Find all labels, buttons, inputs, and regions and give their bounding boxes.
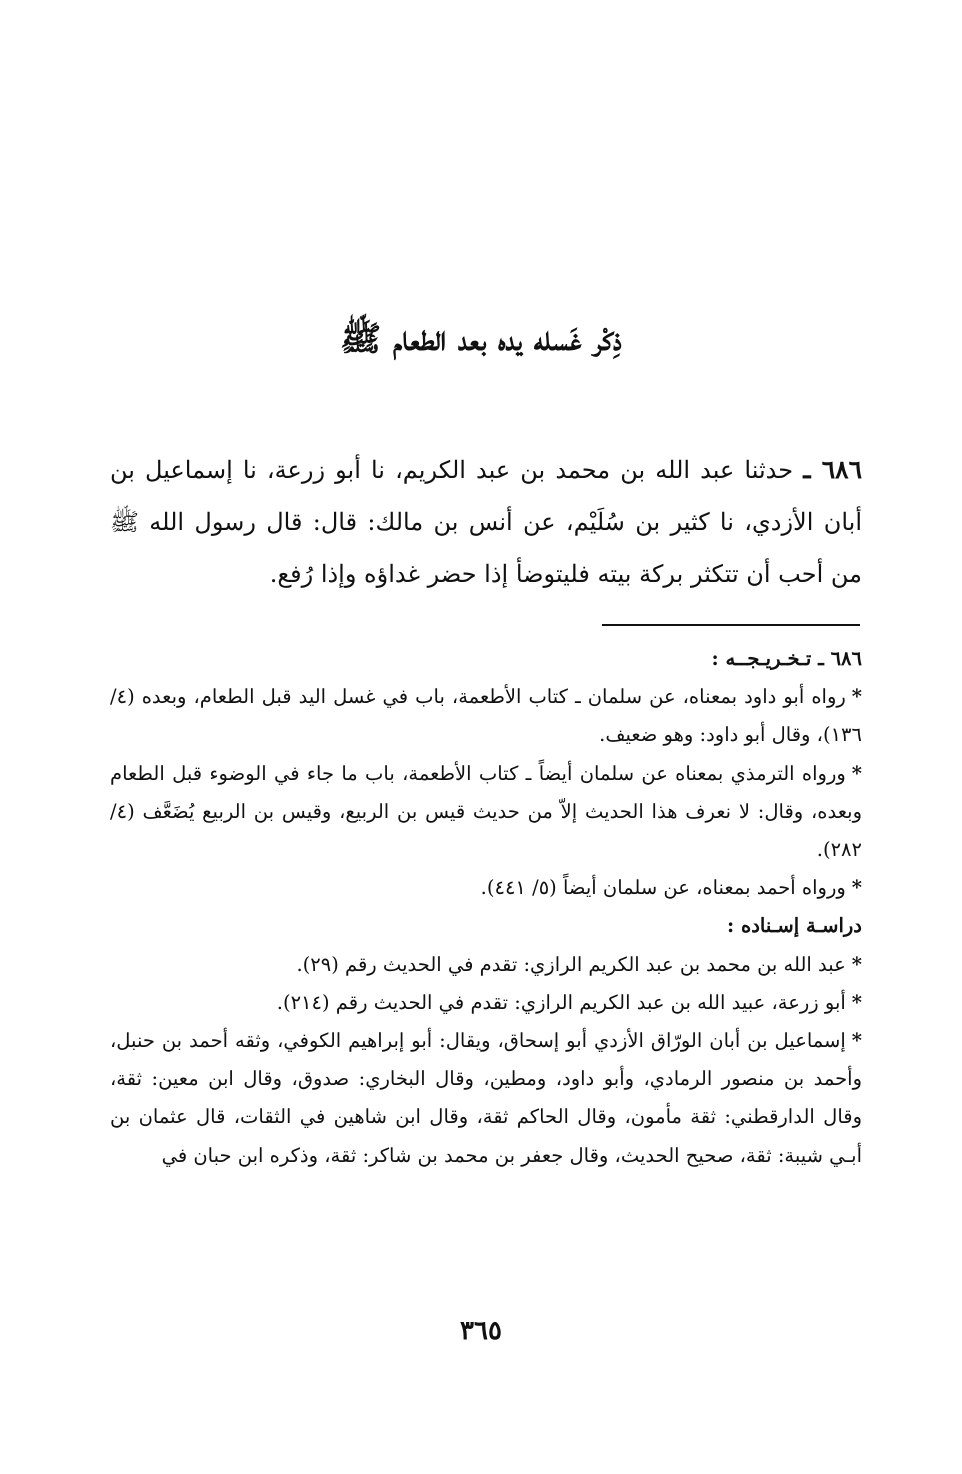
hadith-text: حدثنا عبد الله بن محمد بن عبد الكريم، نا أبو زرعة، نا إسماعيل بن أبان الأزدي، نا كثير بن سُلَيْم، عن أنس بن مالك: قال: قال رسول الله ﷺ من أحب أن تتكثر بركة بيته فليتوضأ إذا حضر غداؤه وإذا رُفع. [110,456,862,588]
isnad-item-text: أبو زرعة، عبيد الله بن عبد الكريم الرازي: تقدم في الحديث رقم (٢١٤). [276,990,846,1014]
bullet-star: * [851,876,862,900]
takhrij-item [110,755,862,870]
page-number: ٣٦٥ [460,1316,502,1346]
isnad-item [110,1022,862,1175]
bullet-star: * [851,952,862,976]
takhrij-item-text: ورواه الترمذي بمعناه عن سلمان أيضاً ـ كتاب الأطعمة، باب ما جاء في الوضوء قبل الطعام وبعده، وقال: لا نعرف هذا الحديث إلاّ من حديث قيس بن الربيع، وقيس بن الربيع يُضَعَّف (٤/ ٢٨٢). [110,761,862,862]
takhrij-item-text: رواه أبو داود بمعناه، عن سلمان ـ كتاب الأطعمة، باب في غسل اليد قبل الطعام، وبعده (٤/ ١٣٦)، وقال أبو داود: وهو ضعيف. [110,685,862,747]
takhrij-item [110,869,862,907]
isnad-item-text: عبد الله بن محمد بن عبد الكريم الرازي: تقدم في الحديث رقم (٢٩). [296,952,846,976]
isnad-item-text: إسماعيل بن أبان الورّاق الأزدي أبو إسحاق، ويقال: أبو إبراهيم الكوفي، وثقه أحمد بن حنبل، وأحمد بن منصور الرمادي، وأبو داود، ومطين، وقال البخاري: صدوق، وقال ابن معين: ثقة، وقال الدارقطني: ثقة مأمون، وقال الحاكم ثقة، وقال ابن شاهين في الثقات، قال عثمان بن أبـي شيبة: ثقة، صحيح الحديث، وقال جعفر بن محمد بن شاكر: ثقة، وذكره ابن حبان في [110,1029,862,1167]
hadith-text-block [110,444,862,600]
footnote-separator [602,624,860,626]
hadith-number: ٦٨٦ ـ [803,455,863,484]
takhrij-item-text: ورواه أحمد بمعناه، عن سلمان أيضاً (٥/ ٤٤١). [480,876,846,900]
bullet-star: * [851,1029,862,1053]
takhrij-heading: ٦٨٦ ـ تـخـريـجــه : [711,647,862,670]
chapter-title: ذِكْر غَسله يده بعد الطعام ﷺ [340,319,622,359]
bullet-star: * [851,685,862,709]
footnotes-block [110,640,862,1175]
isnad-item [110,984,862,1022]
isnad-item [110,946,862,984]
takhrij-item [110,678,862,754]
bullet-star: * [851,761,862,785]
bullet-star: * [851,990,862,1014]
isnad-heading: دراسـة إسـناده : [727,914,862,938]
